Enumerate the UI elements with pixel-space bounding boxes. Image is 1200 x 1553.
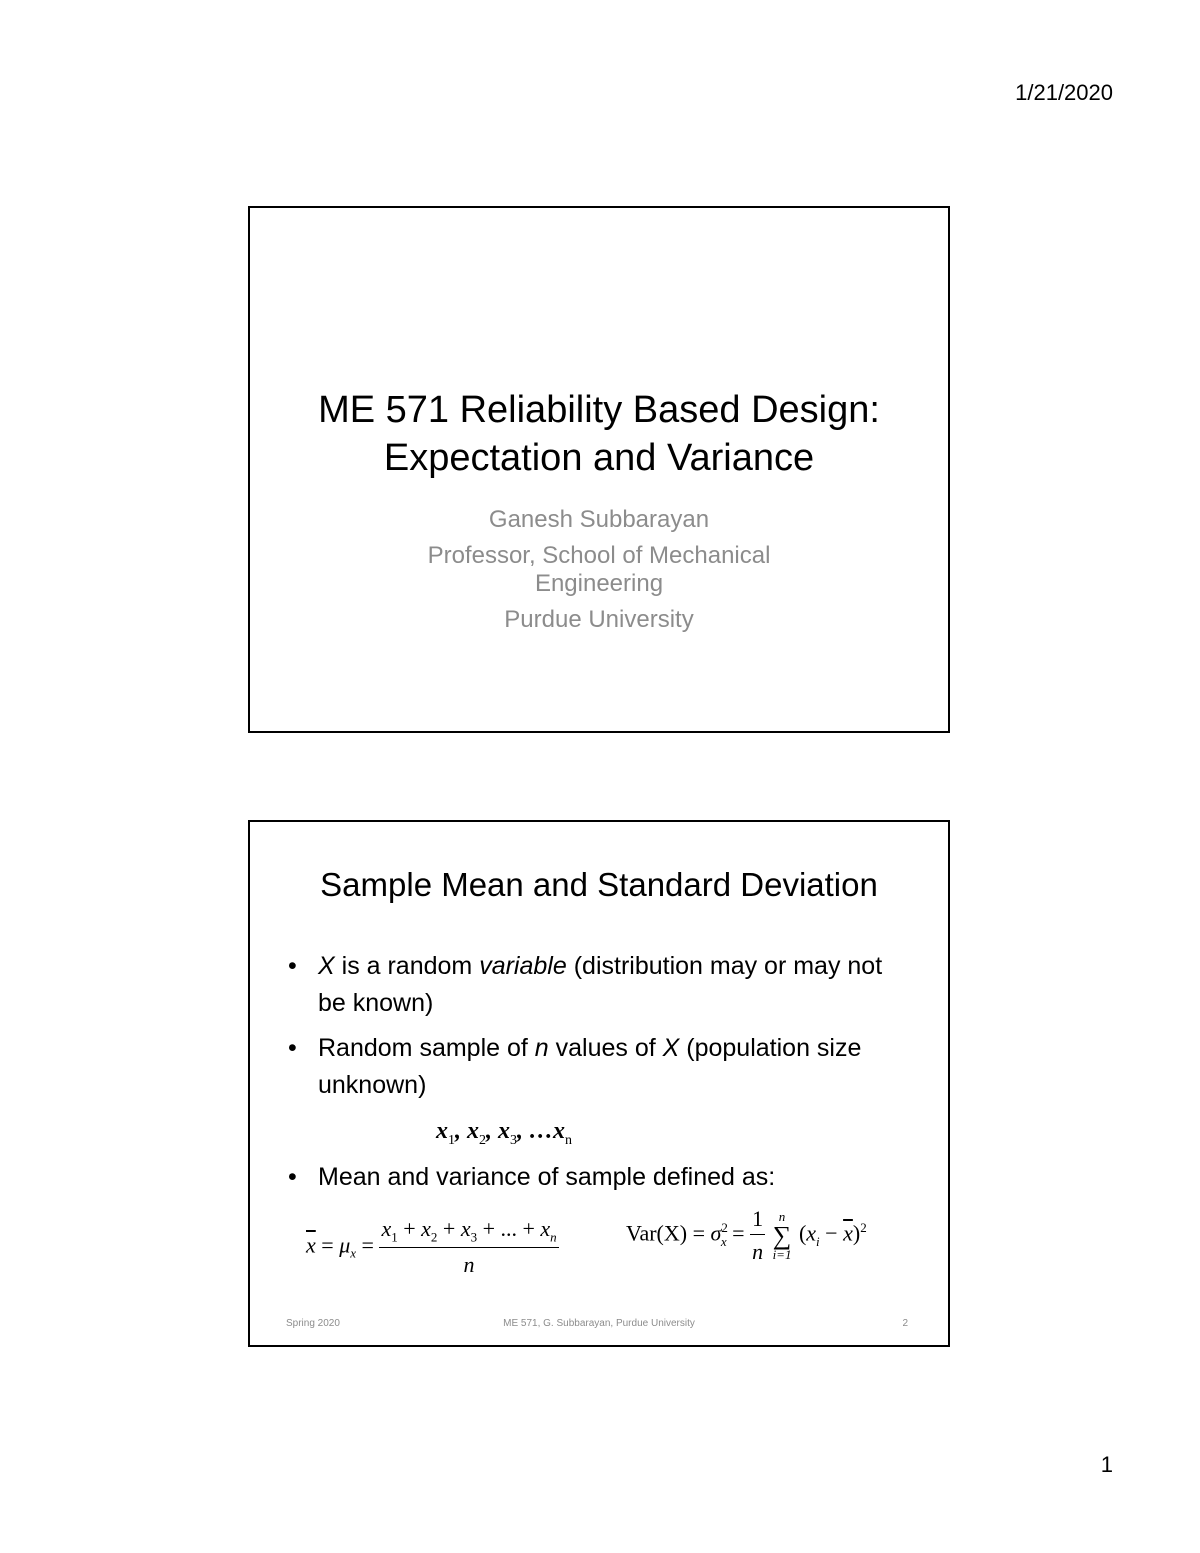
slide-number: 2 — [902, 1318, 908, 1329]
sample-values: $x_1$, $x_2$, $x_3$, $\dots x_n$ — [436, 1118, 572, 1148]
bullet-item — [288, 1159, 775, 1196]
position-line-2: Engineering — [534, 570, 664, 597]
page-date: 1/21/2020 — [1015, 80, 1113, 105]
variable-symbol: X — [662, 1034, 680, 1062]
bullet-text: Random sample of — [318, 1034, 535, 1062]
position-line-1: Professor, School of Mechanical — [427, 542, 771, 569]
bullet-dot-icon: • — [288, 1163, 297, 1191]
institution: Purdue University — [504, 606, 694, 633]
variance-formula: $Var(X) = \sigma^2_x$ = $\frac{1}{n}$ n ∑ i=1 $(x_i - \overline{x})^2$ — [626, 1206, 867, 1264]
bullet-dot-icon: • — [288, 952, 297, 980]
page-number: 1 — [1100, 1452, 1113, 1477]
slide-title — [250, 386, 948, 482]
title-line-1: ME 571 Reliability Based Design: — [318, 389, 880, 431]
sigma-icon: n ∑ i=1 — [772, 1208, 792, 1262]
bullet-item — [288, 948, 908, 1022]
bullet-text: is a random — [334, 952, 480, 980]
bullet-text: (population size unknown) — [318, 1034, 862, 1099]
mean-formula: $\overline{x} = \mu_x$ = $\frac{x_1 + x_2 + x_3 + ... + x_n}{n}$ — [306, 1216, 557, 1278]
bullet-text: values of — [548, 1034, 663, 1062]
author-position — [250, 542, 948, 598]
author-name: Ganesh Subbarayan — [488, 506, 710, 533]
emphasis-text: variable — [479, 952, 567, 980]
bullet-text: Mean and variance of sample defined as: — [318, 1163, 776, 1191]
content-slide — [248, 820, 950, 1347]
bullet-item — [288, 1030, 908, 1104]
title-line-2: Expectation and Variance — [383, 437, 815, 479]
bullet-list — [288, 948, 908, 1112]
footer-left: Spring 2020 — [286, 1318, 340, 1329]
footer-center: ME 571, G. Subbarayan, Purdue University — [503, 1318, 695, 1329]
bullet-text: (distribution may or may not be known) — [318, 952, 883, 1017]
title-slide — [248, 206, 950, 733]
slide-subtitle — [250, 506, 948, 642]
bullet-dot-icon: • — [288, 1034, 297, 1062]
n-symbol: n — [534, 1034, 549, 1062]
slide-title: Sample Mean and Standard Deviation — [320, 866, 878, 903]
mean-fraction: $\frac{x_1 + x_2 + x_3 + ... + x_n}{n}$ — [381, 1216, 557, 1278]
variable-symbol: X — [318, 952, 335, 980]
